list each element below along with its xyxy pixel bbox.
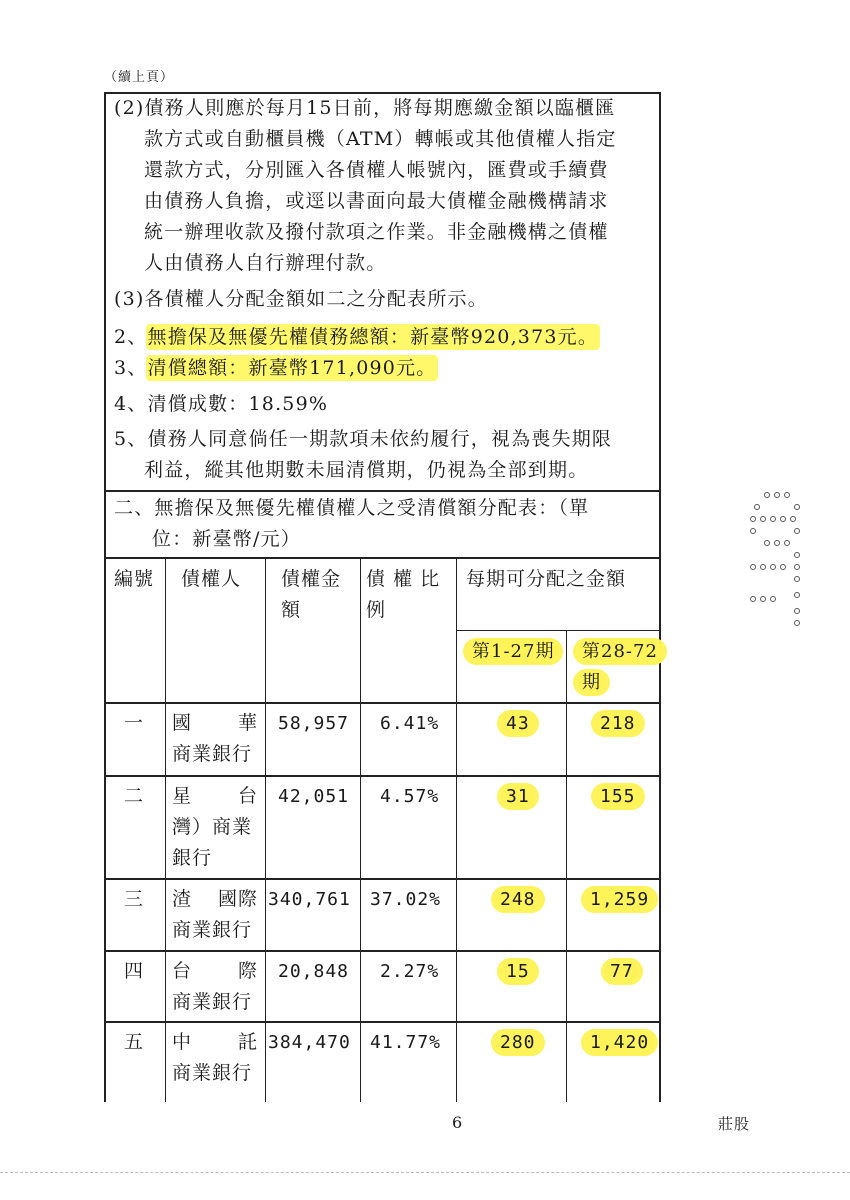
row-3-name-end: 國際 <box>218 888 259 910</box>
item-3-prefix: 3、 <box>114 357 148 379</box>
row-4-name-start: 台 <box>172 960 193 982</box>
header-period-b-line-2 <box>576 667 607 698</box>
section-2-title-line-1: 二、無擔保及無優先權債權人之受清償額分配表：（單 <box>114 497 590 519</box>
row-5-name-start: 中 <box>172 1031 193 1053</box>
row-1-amount: 58,957 <box>278 713 350 734</box>
signature: 莊股 <box>718 1115 751 1133</box>
row-2-name-end: 台 <box>238 785 259 807</box>
row-2-name-start: 星 <box>172 785 193 807</box>
header-ratio-line-2: 例 <box>366 599 387 621</box>
row-4-period-b <box>604 956 640 987</box>
row-3-no: 三 <box>124 888 145 910</box>
row-5-period-b <box>584 1027 655 1058</box>
row-1-period-a <box>500 708 536 739</box>
row-3-period-b <box>584 884 655 915</box>
row-1-period-b <box>594 708 642 739</box>
row-4-period-b-value: 77 <box>604 961 640 982</box>
period-b-label-2: 期 <box>576 672 607 693</box>
row-2-period-b <box>594 781 642 812</box>
row-2-period-a <box>500 781 536 812</box>
row-3-period-a <box>494 884 542 915</box>
row-5-name-line-2: 商業銀行 <box>172 1062 253 1084</box>
item-3 <box>114 353 436 384</box>
para-2-line-6: 人由債務人自行辦理付款。 <box>144 252 387 274</box>
row-5-name-end: 託 <box>238 1031 259 1053</box>
row-4-no: 四 <box>124 960 145 982</box>
item-3-highlighted-text: 清償總額：新臺幣171,090元。 <box>147 357 437 379</box>
row-5-amount: 384,470 <box>268 1032 351 1053</box>
row-1-period-a-value: 43 <box>500 713 536 734</box>
section-2-title-line-2: 位：新臺幣/元） <box>152 528 302 550</box>
row-3-name-start: 渣 <box>172 888 193 910</box>
row-4-name-end: 際 <box>238 960 259 982</box>
header-no: 編號 <box>114 568 155 590</box>
row-rule-1 <box>104 775 661 777</box>
item-5-line-1: 5、債務人同意倘任一期款項未依約履行，視為喪失期限 <box>114 428 613 450</box>
row-5-no: 五 <box>124 1031 145 1053</box>
header-amount-line-1: 債權金 <box>281 568 342 590</box>
row-rule-4 <box>104 1021 661 1023</box>
row-3-ratio: 37.02% <box>370 889 442 910</box>
row-2-name-line-3: 銀行 <box>172 847 213 869</box>
header-creditor: 債權人 <box>181 568 242 590</box>
header-period-a <box>466 636 560 667</box>
row-1-ratio: 6.41% <box>380 713 440 734</box>
row-4-period-a-value: 15 <box>500 961 536 982</box>
row-3-name-line-2: 商業銀行 <box>172 919 253 941</box>
item-2-prefix: 2、 <box>114 326 148 348</box>
row-5-period-a-value: 280 <box>494 1032 542 1053</box>
row-3-period-b-value: 1,259 <box>584 889 655 910</box>
item-5-line-2: 利益，縱其他期數未屆清償期，仍視為全部到期。 <box>144 459 589 481</box>
page-number: 6 <box>452 1113 463 1132</box>
col-divider-5 <box>566 630 567 1102</box>
section-divider <box>104 490 661 492</box>
row-5-period-a <box>494 1027 542 1058</box>
row-5-period-b-value: 1,420 <box>584 1032 655 1053</box>
bottom-rule <box>0 1172 850 1173</box>
row-1-name-line-2: 商業銀行 <box>172 743 253 765</box>
header-per-period: 每期可分配之金額 <box>466 568 627 590</box>
para-2-line-1: (2)債務人則應於每月15日前，將每期應繳金額以臨櫃匯 <box>114 97 616 119</box>
row-4-period-a <box>500 956 536 987</box>
header-bottom-rule <box>104 702 661 704</box>
item-2 <box>114 322 598 353</box>
row-3-amount: 340,761 <box>268 889 351 910</box>
row-2-period-a-value: 31 <box>500 786 536 807</box>
para-2-line-5: 統一辦理收款及撥付款項之作業。非金融機構之債權 <box>144 221 609 243</box>
row-1-no: 一 <box>124 712 145 734</box>
row-4-ratio: 2.27% <box>380 961 440 982</box>
para-3: (3)各債權人分配金額如二之分配表所示。 <box>114 288 488 310</box>
para-2-line-3: 還款方式，分別匯入各債權人帳號內，匯費或手續費 <box>144 159 609 181</box>
para-2-line-2: 款方式或自動櫃員機（ATM）轉帳或其他債權人指定 <box>144 128 617 150</box>
perforation-mark <box>750 492 810 642</box>
row-1-name-start: 國 <box>172 712 193 734</box>
row-rule-2 <box>104 878 661 880</box>
row-2-name-line-2: 灣）商業 <box>172 816 253 838</box>
para-2-line-4: 由債務人負擔，或逕以書面向最大債權金融機構請求 <box>144 190 609 212</box>
row-3-period-a-value: 248 <box>494 889 542 910</box>
item-2-highlighted-text: 無擔保及無優先權債務總額：新臺幣920,373元。 <box>147 326 599 348</box>
header-ratio-line-1: 債 權 比 <box>366 568 441 590</box>
table-top-border <box>104 557 661 559</box>
row-1-period-b-value: 218 <box>594 713 642 734</box>
period-a-label: 第1-27期 <box>466 641 560 662</box>
header-period-b-line-1 <box>576 636 664 667</box>
item-4: 4、清償成數：18.59% <box>114 393 329 415</box>
period-b-label-1: 第28-72 <box>576 641 664 662</box>
subheader-rule <box>456 630 661 631</box>
row-5-ratio: 41.77% <box>370 1032 442 1053</box>
header-amount-line-2: 額 <box>281 599 302 621</box>
row-4-amount: 20,848 <box>278 961 350 982</box>
row-1-name-end: 華 <box>238 712 259 734</box>
row-rule-3 <box>104 950 661 952</box>
continued-label: （續上頁） <box>104 70 175 85</box>
row-2-ratio: 4.57% <box>380 786 440 807</box>
row-2-amount: 42,051 <box>278 786 350 807</box>
row-4-name-line-2: 商業銀行 <box>172 991 253 1013</box>
row-2-no: 二 <box>124 785 145 807</box>
row-2-period-b-value: 155 <box>594 786 642 807</box>
